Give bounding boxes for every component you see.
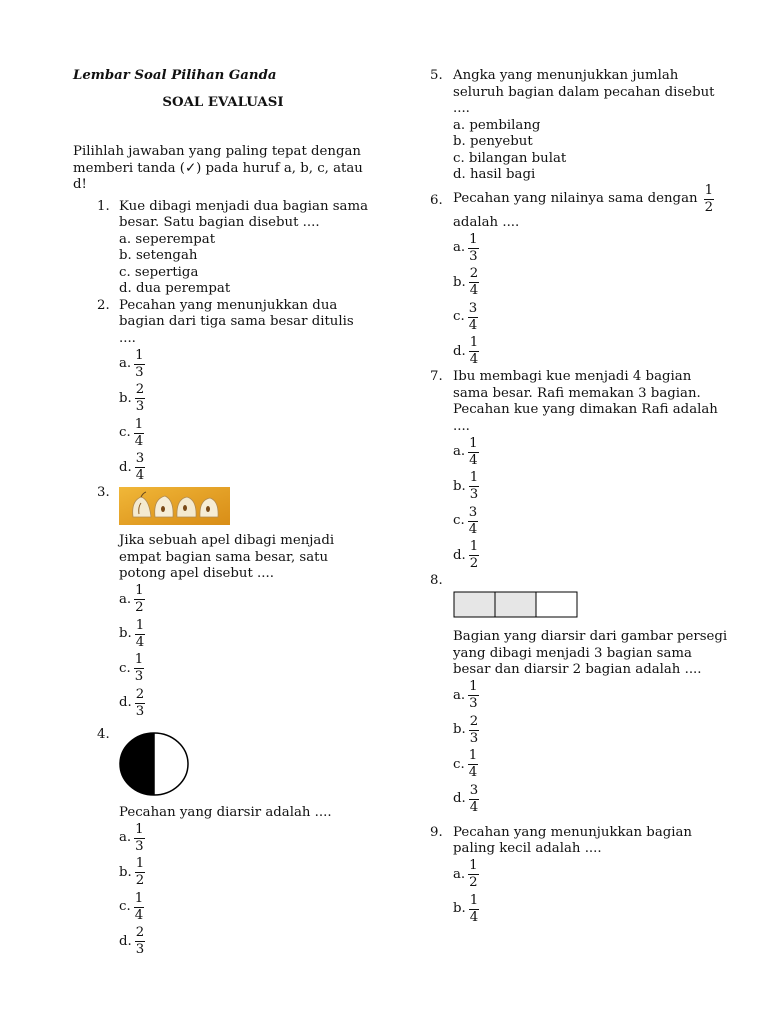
question-5 [430, 68, 730, 184]
question-number: 8. [430, 573, 443, 588]
option-label: a. [453, 687, 466, 703]
option-a[interactable] [453, 231, 730, 266]
option-c[interactable] [119, 416, 373, 451]
question-text: Angka yang menunjukkan jumlah seluruh bagian dalam pecahan disebut .... [453, 68, 715, 116]
denominator: 4 [469, 283, 479, 299]
numerator: 1 [469, 892, 479, 908]
fraction [468, 437, 478, 468]
option-a[interactable] [453, 679, 730, 714]
option-a[interactable] [119, 821, 373, 856]
denominator: 4 [469, 909, 479, 925]
fraction [469, 267, 479, 298]
denominator: 2 [469, 875, 478, 891]
option-a[interactable]: a. seperempat [119, 231, 216, 247]
denominator: 4 [468, 765, 478, 781]
question-2 [73, 298, 373, 486]
denominator: 4 [468, 521, 478, 537]
denominator: 3 [469, 487, 479, 503]
question-text [453, 184, 730, 215]
denominator: 3 [469, 696, 478, 712]
option-c[interactable] [119, 890, 373, 925]
option-label: d. [453, 343, 466, 359]
fraction [469, 715, 479, 746]
question-number: 4. [97, 726, 110, 742]
numerator: 2 [135, 686, 145, 702]
fraction [469, 894, 479, 925]
numerator: 2 [135, 925, 145, 941]
numerator: 1 [468, 748, 478, 764]
numerator: 2 [469, 713, 479, 729]
question-text: Bagian yang diarsir dari gambar persegi yang dibagi menjadi 3 bagian sama besar dan diarsir 2 bagian adalah .... [453, 629, 728, 677]
numerator: 3 [135, 451, 145, 467]
question-number: 9. [430, 824, 443, 840]
fraction [135, 452, 145, 483]
numerator: 1 [135, 583, 144, 599]
question-1 [73, 199, 373, 298]
option-d[interactable] [119, 925, 373, 960]
option-label: a. [453, 240, 466, 255]
option-b[interactable] [119, 617, 373, 652]
denominator: 3 [469, 730, 479, 746]
option-b[interactable] [119, 382, 373, 417]
numerator: 1 [469, 470, 479, 486]
option-label: b. [453, 901, 466, 916]
option-label: a. [119, 591, 132, 607]
option-label: a. [453, 444, 466, 459]
numerator: 1 [469, 231, 478, 247]
denominator: 3 [135, 838, 144, 854]
fraction [468, 680, 478, 711]
denominator: 2 [704, 199, 714, 215]
question-text: Kue dibagi menjadi dua bagian sama besar. Satu bagian disebut .... [119, 198, 369, 230]
denominator: 4 [135, 468, 145, 484]
fraction [469, 784, 479, 815]
option-a[interactable] [119, 583, 373, 618]
question-text: Ibu membagi kue menjadi 4 bagian sama besar. Rafi memakan 3 bagian. Pecahan kue yang dimakan Rafi adalah .... [453, 369, 718, 434]
denominator: 3 [135, 364, 144, 380]
denominator: 3 [134, 669, 144, 685]
numerator: 1 [469, 679, 478, 695]
question-4 [73, 727, 373, 960]
denominator: 2 [135, 873, 145, 889]
question-7 [430, 369, 730, 573]
denominator: 4 [469, 452, 478, 468]
denominator: 4 [468, 317, 478, 333]
option-label: c. [453, 309, 465, 324]
fraction [468, 749, 478, 780]
option-label: b. [453, 274, 466, 290]
numerator: 1 [469, 539, 479, 555]
option-a[interactable]: a. pembilang [453, 117, 541, 133]
denominator: 2 [469, 556, 479, 572]
option-label: a. [119, 830, 132, 845]
fraction [135, 619, 145, 650]
option-c[interactable]: c. bilangan bulat [453, 150, 567, 166]
option-label: d. [119, 459, 132, 475]
numerator: 1 [469, 335, 479, 351]
fraction [134, 892, 144, 923]
option-d[interactable]: d. dua perempat [119, 281, 231, 296]
option-label: b. [453, 478, 466, 494]
question-9 [430, 825, 730, 927]
denominator: 4 [469, 352, 479, 368]
fraction [468, 859, 478, 890]
option-label: b. [119, 390, 132, 406]
option-b[interactable] [119, 856, 373, 891]
question-text: Pecahan yang menunjukkan bagian paling kecil adalah .... [453, 824, 692, 856]
fraction [134, 418, 144, 449]
option-d[interactable] [453, 539, 730, 574]
option-b[interactable]: b. setengah [119, 248, 198, 263]
denominator: 3 [469, 248, 478, 264]
option-label: d. [453, 791, 466, 806]
fraction [469, 336, 479, 367]
option-d[interactable] [453, 335, 730, 370]
question-number: 5. [430, 68, 443, 83]
option-d[interactable] [119, 686, 373, 721]
fraction [135, 688, 145, 719]
option-label: c. [453, 756, 465, 772]
question-number: 3. [97, 485, 110, 500]
numerator: 2 [135, 382, 145, 398]
option-label: c. [119, 899, 131, 914]
document-title: Lembar Soal Pilihan Ganda [73, 68, 277, 83]
partitioned-rectangle [453, 591, 579, 619]
fraction [135, 857, 145, 888]
fraction [469, 471, 479, 502]
option-c[interactable] [119, 652, 373, 687]
fraction [135, 383, 145, 414]
question-8 [430, 573, 730, 817]
option-c[interactable] [453, 300, 730, 335]
question-number: 7. [430, 369, 443, 384]
option-b[interactable]: b. penyebut [453, 134, 533, 149]
numerator: 3 [469, 782, 479, 798]
fraction [468, 506, 478, 537]
right-column [430, 68, 730, 927]
numerator: 1 [469, 858, 478, 874]
option-a[interactable] [119, 347, 373, 382]
question-6 [430, 184, 730, 370]
fraction [469, 540, 479, 571]
fraction [134, 823, 144, 854]
numerator: 1 [135, 856, 145, 872]
option-d[interactable]: d. hasil bagi [453, 167, 536, 182]
question-text: Jika sebuah apel dibagi menjadi empat bagian sama besar, satu potong apel disebut .... [119, 533, 335, 581]
question-text-before: Pecahan yang nilainya sama dengan [453, 190, 698, 206]
option-label: c. [453, 513, 465, 528]
question-number: 1. [97, 198, 110, 214]
fraction [134, 653, 144, 684]
denominator: 4 [134, 907, 144, 923]
numerator: 3 [468, 504, 478, 520]
denominator: 3 [135, 703, 145, 719]
option-d[interactable] [119, 451, 373, 486]
apple-slices-image [119, 487, 230, 525]
fraction [134, 349, 144, 380]
option-d[interactable] [453, 782, 730, 817]
fraction [135, 926, 145, 957]
option-b[interactable] [453, 713, 730, 748]
question-number: 2. [97, 297, 110, 313]
option-c[interactable] [453, 748, 730, 783]
option-a[interactable] [453, 858, 730, 893]
fraction [704, 184, 714, 215]
option-b[interactable] [453, 266, 730, 301]
instructions: Pilihlah jawaban yang paling tepat dengan memberi tanda (✓) pada huruf a, b, c, atau d! [73, 144, 363, 192]
denominator: 2 [135, 600, 144, 616]
fraction [468, 302, 478, 333]
numerator: 3 [468, 300, 478, 316]
numerator: 1 [704, 182, 714, 198]
option-label: c. [119, 660, 131, 676]
option-b[interactable] [453, 892, 730, 927]
option-label: b. [119, 626, 132, 641]
numerator: 1 [135, 617, 145, 633]
option-label: d. [453, 547, 466, 563]
document-heading: SOAL EVALUASI [162, 94, 284, 110]
denominator: 3 [135, 399, 145, 415]
denominator: 3 [135, 942, 145, 958]
option-label: a. [119, 356, 132, 371]
denominator: 4 [469, 799, 479, 815]
fraction [134, 584, 144, 615]
option-a[interactable] [453, 435, 730, 470]
numerator: 1 [134, 416, 144, 432]
numerator: 2 [469, 266, 479, 282]
option-label: d. [119, 695, 132, 710]
question-text: Pecahan yang menunjukkan dua bagian dari tiga sama besar ditulis .... [119, 297, 354, 346]
option-label: b. [453, 722, 466, 737]
numerator: 1 [135, 347, 144, 363]
option-c[interactable]: c. sepertiga [119, 264, 199, 280]
option-label: a. [453, 866, 466, 882]
option-c[interactable] [453, 504, 730, 539]
option-b[interactable] [453, 470, 730, 505]
option-label: c. [119, 425, 131, 440]
option-label: d. [119, 933, 132, 949]
question-number: 6. [430, 192, 443, 208]
numerator: 1 [134, 652, 144, 668]
question-text: Pecahan yang diarsir adalah .... [119, 804, 332, 820]
denominator: 4 [135, 634, 145, 650]
left-column [73, 68, 373, 959]
numerator: 1 [135, 821, 144, 837]
numerator: 1 [134, 890, 144, 906]
fraction [468, 233, 478, 264]
question-3 [73, 485, 373, 721]
denominator: 4 [134, 433, 144, 449]
question-text-after: adalah .... [453, 214, 520, 230]
numerator: 1 [469, 435, 478, 451]
half-shaded-circle [119, 731, 191, 797]
option-label: b. [119, 864, 132, 880]
